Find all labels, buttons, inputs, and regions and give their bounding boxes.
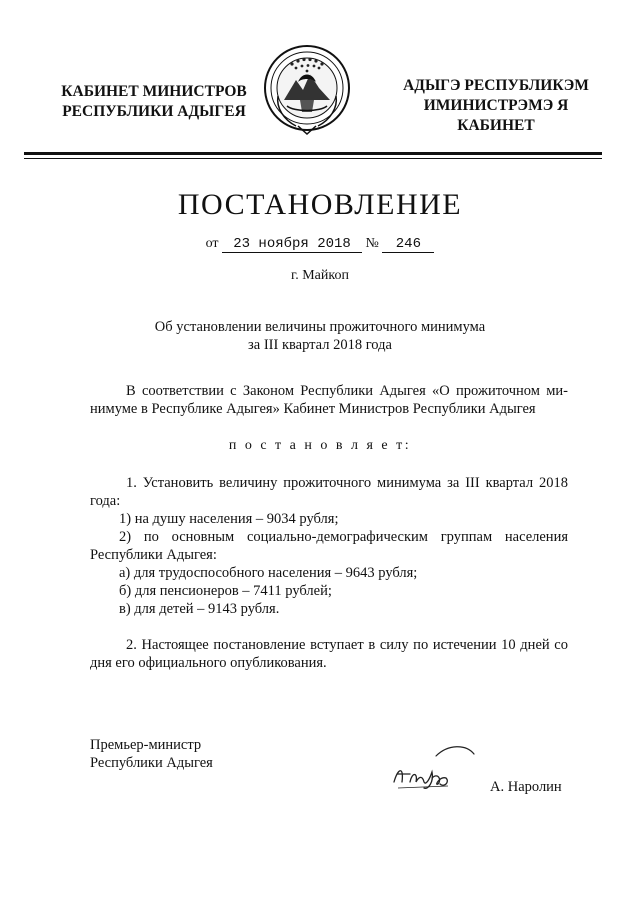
number-prefix: № <box>365 236 379 251</box>
signatory-position <box>90 736 213 772</box>
header-rule-thin <box>24 158 602 159</box>
item-1-line-2: года: <box>90 493 121 509</box>
date-number-line <box>0 236 640 253</box>
issuer-line-1: КАБИНЕТ МИНИСТРОВ <box>61 83 247 100</box>
document-city: г. Майкоп <box>291 268 349 283</box>
issuer-line-2: РЕСПУБЛИКИ АДЫГЕЯ <box>62 103 246 120</box>
preamble-line-1: В соответствии с Законом Республики Адыгея «О прожиточном ми- <box>126 383 568 399</box>
item-1-sub-2-b: б) для пенсионеров – 7411 рублей; <box>119 583 332 599</box>
subject-line-1: Об установлении величины прожиточного минимума <box>154 319 486 335</box>
document-date: 23 ноября 2018 <box>222 236 362 253</box>
item-1-sub-2-a: а) для трудоспособного населения – 9643 рубля; <box>119 565 418 581</box>
item-2-line-1: 2. Настоящее постановление вступает в силу по истечении 10 дней со <box>126 637 568 653</box>
signatory-position-line-1: Премьер-министр <box>90 737 202 753</box>
issuer-adyghe-line-2: ИМИНИСТРЭМЭ Я КАБИНЕТ <box>423 97 569 134</box>
item-1-line-1: 1. Установить величину прожиточного минимума за III квартал 2018 <box>126 475 568 491</box>
issuer-name-adyghe <box>384 76 608 136</box>
item-1-sub-2-line-2: Республики Адыгея: <box>90 547 217 563</box>
item-1-sub-1: 1) на душу населения – 9034 рубля; <box>119 511 339 527</box>
document-number: 246 <box>382 236 434 253</box>
document-title: ПОСТАНОВЛЕНИЕ <box>177 188 463 221</box>
issuer-adyghe-line-1: АДЫГЭ РЕСПУБЛИКЭМ <box>403 77 589 94</box>
preamble-line-2: нимуме в Республике Адыгея» Кабинет Министров Республики Адыгея <box>90 401 536 417</box>
date-prefix: от <box>205 236 219 251</box>
header-rule-thick <box>24 152 602 155</box>
document-subject <box>110 318 530 354</box>
subject-line-2: за III квартал 2018 года <box>248 337 392 353</box>
handwritten-signature <box>388 738 478 798</box>
item-2-line-2: дня его официального опубликования. <box>90 655 327 671</box>
issuer-name-russian <box>56 82 252 122</box>
item-1-sub-2-c: в) для детей – 9143 рубля. <box>119 601 280 617</box>
decree-word: п о с т а н о в л я е т: <box>228 438 412 453</box>
signatory-position-line-2: Республики Адыгея <box>90 755 213 771</box>
signatory-name: А. Наролин <box>490 779 562 795</box>
coat-of-arms-emblem <box>262 42 352 138</box>
item-1-sub-2-line-1: 2) по основным социально-демографическим группам населения <box>119 529 568 545</box>
